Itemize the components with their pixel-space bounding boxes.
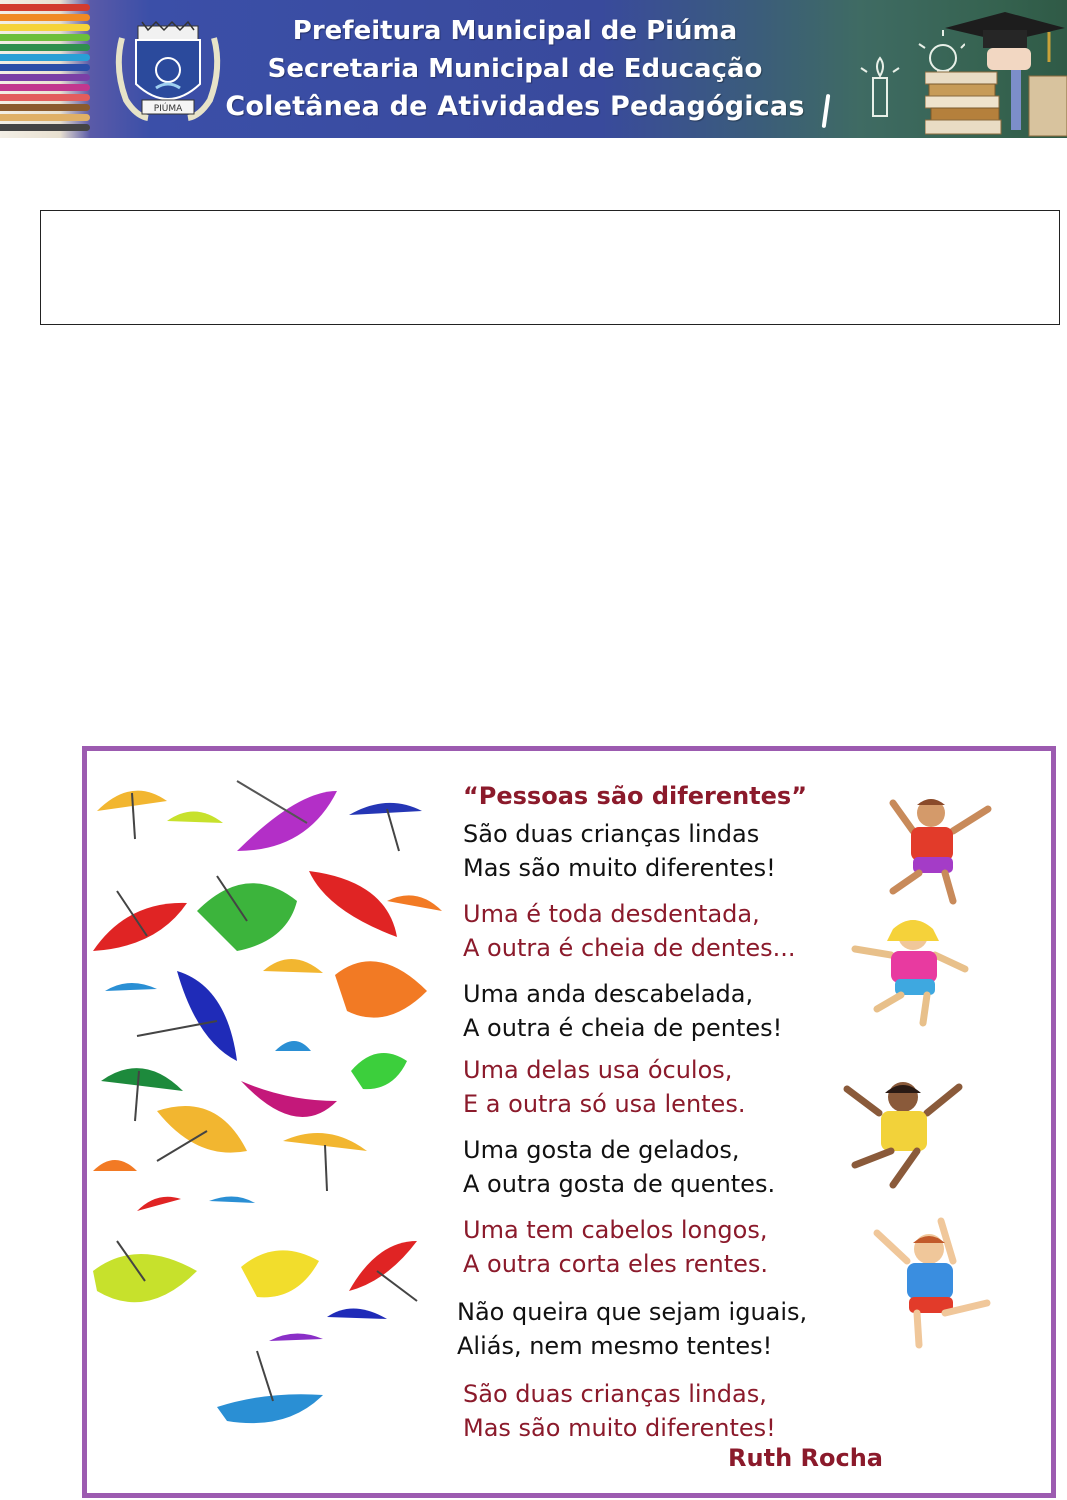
poem-line: Uma anda descabelada, xyxy=(463,980,754,1008)
umbrella-icon xyxy=(351,1053,407,1089)
child-icon xyxy=(835,1069,975,1199)
umbrella-icon xyxy=(283,1133,367,1191)
child-icon xyxy=(847,911,977,1031)
umbrella-icon xyxy=(157,1106,247,1161)
umbrellas-illustration xyxy=(87,751,457,1493)
stanza-5 xyxy=(463,1133,883,1201)
poem-line: Não queira que sejam iguais, xyxy=(457,1298,808,1326)
crest-label: PIÚMA xyxy=(153,104,183,114)
banner-line-coletanea: Coletânea de Atividades Pedagógicas xyxy=(225,91,805,122)
candle-icon xyxy=(873,78,887,116)
umbrella-icon xyxy=(349,803,422,851)
poem-line: A outra é cheia de pentes! xyxy=(463,1014,783,1042)
stanza-6 xyxy=(463,1213,883,1281)
umbrella-icon xyxy=(349,1241,417,1301)
umbrella-icon xyxy=(237,781,337,851)
umbrella-icon xyxy=(335,961,427,1017)
umbrella-icon xyxy=(137,971,237,1061)
empty-text-box xyxy=(40,210,1060,325)
umbrella-icon xyxy=(275,1041,311,1051)
umbrella-icon xyxy=(241,1250,319,1297)
banner-line-secretaria: Secretaria Municipal de Educação xyxy=(267,54,763,84)
child-icon xyxy=(867,1213,1007,1353)
header-banner xyxy=(0,0,1067,138)
poem-line: Uma é toda desdentada, xyxy=(463,900,760,928)
umbrella-icon xyxy=(167,811,223,823)
colored-pencils-icon xyxy=(0,0,90,138)
umbrella-icon xyxy=(263,959,323,973)
banner-line-prefeitura: Prefeitura Municipal de Piúma xyxy=(292,16,738,46)
umbrella-icon xyxy=(97,791,167,839)
poem-line: A outra gosta de quentes. xyxy=(463,1170,776,1198)
stanza-2 xyxy=(463,897,883,965)
umbrella-icon xyxy=(241,1081,337,1117)
poem-title: “Pessoas são diferentes” xyxy=(463,782,807,810)
poem-line: Aliás, nem mesmo tentes! xyxy=(457,1332,773,1360)
stanza-4 xyxy=(463,1053,883,1121)
books-icon xyxy=(925,12,1067,138)
poem-author: Ruth Rocha xyxy=(728,1444,883,1472)
umbrella-icon xyxy=(309,871,397,937)
poem-line: Mas são muito diferentes! xyxy=(463,854,776,882)
poem-line: São duas crianças lindas, xyxy=(463,1380,767,1408)
poem-line: Mas são muito diferentes! xyxy=(463,1414,776,1442)
umbrella-icon xyxy=(387,895,442,911)
umbrella-icon xyxy=(105,983,157,991)
umbrella-icon xyxy=(93,891,187,951)
stanza-3 xyxy=(463,977,883,1045)
banner-titles xyxy=(210,12,820,126)
poem-text xyxy=(457,779,883,1475)
stanza-7 xyxy=(457,1295,883,1363)
umbrella-icon xyxy=(197,876,297,951)
umbrella-icon xyxy=(327,1308,387,1319)
umbrella-icon xyxy=(93,1160,137,1171)
poem-line: E a outra só usa lentes. xyxy=(463,1090,746,1118)
stanza-1 xyxy=(463,817,883,885)
umbrella-icon xyxy=(137,1197,181,1211)
stanza-8 xyxy=(463,1377,883,1445)
poem-line: A outra corta eles rentes. xyxy=(463,1250,769,1278)
poem-card xyxy=(82,746,1056,1498)
umbrella-icon xyxy=(209,1196,255,1203)
umbrella-icon xyxy=(217,1351,323,1423)
umbrella-icon xyxy=(93,1241,197,1302)
exclamation-mark-icon xyxy=(822,94,831,128)
umbrella-icon xyxy=(269,1333,323,1341)
poem-line: Uma gosta de gelados, xyxy=(463,1136,740,1164)
child-icon xyxy=(873,791,1003,911)
poem-line: Uma tem cabelos longos, xyxy=(463,1216,768,1244)
poem-line: Uma delas usa óculos, xyxy=(463,1056,733,1084)
poem-line: São duas crianças lindas xyxy=(463,820,760,848)
poem-line: A outra é cheia de dentes... xyxy=(463,934,796,962)
